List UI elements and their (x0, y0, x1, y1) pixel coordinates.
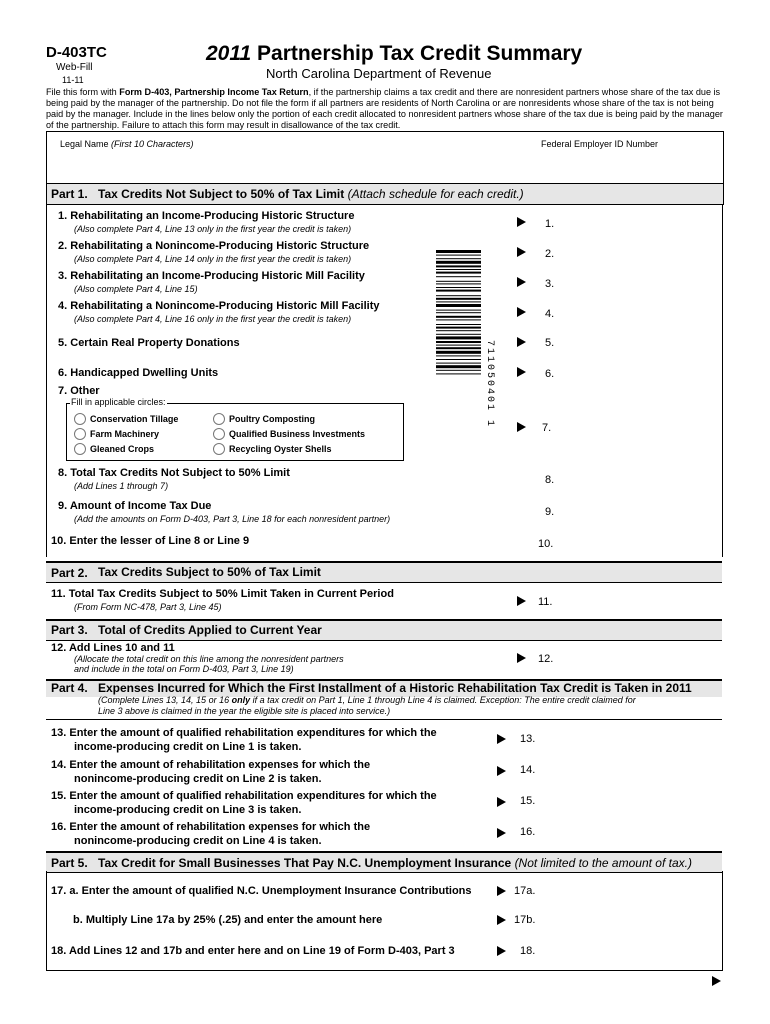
line10-box: 10. (538, 538, 554, 550)
barcode-bar (436, 261, 481, 264)
barcode-bar (436, 298, 481, 300)
legal-name-hint: (First 10 Characters) (111, 139, 194, 149)
arrow-icon (517, 277, 526, 287)
line14-text1: Enter the amount of rehabilitation expenses for which the (69, 759, 371, 771)
line11-num: 11. (51, 588, 66, 600)
line15-text1: Enter the amount of qualified rehabilitation expenditures for which the (69, 790, 437, 802)
title-text: Partnership Tax Credit Summary (251, 42, 583, 65)
farm-machinery-label: Farm Machinery (90, 429, 160, 439)
arrow-icon (497, 734, 506, 744)
line11-box: 11. (538, 596, 553, 608)
line14-input[interactable] (540, 758, 715, 780)
conservation-tillage-radio[interactable] (74, 413, 86, 425)
arrow-icon (517, 422, 526, 432)
line6-box: 6. (545, 368, 555, 380)
barcode-bar (436, 312, 481, 313)
intro-form-ref: Form D-403, Partnership Income Tax Return (119, 87, 309, 97)
bottom-rule (46, 970, 723, 971)
line17a-text: a. Enter the amount of qualified N.C. Unemployment Insurance Contributions (69, 885, 472, 897)
gleaned-crops-label: Gleaned Crops (90, 444, 155, 454)
barcode-bar (436, 351, 481, 354)
line7-input[interactable] (560, 416, 715, 438)
line4-text: Rehabilitating a Nonincome-Producing Historic Mill Facility (70, 300, 380, 312)
barcode-bar (436, 345, 481, 346)
line2-num: 2. (58, 240, 68, 252)
recycling-oyster-radio[interactable] (213, 443, 225, 455)
line12-box: 12. (538, 653, 554, 665)
qualified-business-label: Qualified Business Investments (229, 429, 366, 439)
arrow-icon (517, 367, 526, 377)
line18-label (51, 945, 455, 957)
right-rule (722, 871, 723, 970)
line9-sub: (Add the amounts on Form D-403, Part 3, Line 18 for each nonresident partner) (74, 514, 391, 524)
arrow-icon (517, 337, 526, 347)
arrow-icon (517, 217, 526, 227)
line3-label (58, 270, 365, 282)
barcode-bar (436, 301, 481, 302)
line15-label (51, 789, 437, 817)
part1-hint: (Attach schedule for each credit.) (347, 187, 524, 201)
barcode-bar (436, 330, 481, 331)
fill-circles-label: Fill in applicable circles: (71, 397, 166, 407)
line9-box: 9. (545, 506, 555, 518)
line13-input[interactable] (540, 726, 715, 748)
line11-input[interactable] (560, 590, 715, 612)
line2-input[interactable] (560, 242, 715, 264)
line10-text: Enter the lesser of Line 8 or Line 9 (69, 535, 250, 547)
line13-text1: Enter the amount of qualified rehabilitation expenditures for which the (69, 727, 437, 739)
line2-sub: (Also complete Part 4, Line 14 only in the first year the credit is taken) (74, 254, 352, 264)
line6-text: Handicapped Dwelling Units (70, 367, 219, 379)
barcode-bar (436, 363, 481, 364)
part5-hint: (Not limited to the amount of tax.) (514, 856, 692, 870)
line3-text: Rehabilitating an Income-Producing Historic Mill Facility (70, 270, 365, 282)
line12-input[interactable] (560, 647, 715, 669)
line5-box: 5. (545, 337, 555, 349)
part1-title-wrap (98, 187, 524, 201)
line11-text: Total Tax Credits Subject to 50% Limit Taken in Current Period (68, 588, 394, 600)
line13-box: 13. (520, 733, 536, 745)
barcode-bar (436, 341, 481, 343)
part5-label: Part 5. (51, 856, 88, 870)
line14-box: 14. (520, 764, 536, 776)
department: North Carolina Department of Revenue (266, 66, 492, 81)
barcode-bar (436, 310, 481, 311)
poultry-composting-label: Poultry Composting (229, 414, 315, 424)
line1-label (58, 210, 354, 222)
part3-label: Part 3. (51, 623, 88, 637)
line12-sub1: (Allocate the total credit on this line among the nonresident partners (74, 654, 344, 664)
line17a-box: 17a. (514, 885, 536, 897)
arrow-icon (517, 596, 526, 606)
legal-name-label (60, 139, 194, 149)
barcode (436, 250, 481, 500)
form-id: D-403TC (46, 44, 107, 61)
barcode-bar (436, 365, 481, 368)
line5-text: Certain Real Property Donations (70, 337, 240, 349)
line15-input[interactable] (540, 789, 715, 811)
line3-sub: (Also complete Part 4, Line 15) (74, 284, 198, 294)
farm-machinery-radio[interactable] (74, 428, 86, 440)
line3-box: 3. (545, 278, 555, 290)
line13-label (51, 726, 437, 754)
legal-name-input[interactable] (50, 153, 520, 181)
line4-num: 4. (58, 300, 68, 312)
line17-num: 17. (51, 885, 67, 897)
line17b-input[interactable] (540, 908, 715, 930)
part4-note1a: (Complete Lines 13, 14, 15 or 16 (98, 695, 232, 705)
next-page-arrow-icon (712, 976, 721, 986)
arrow-icon (497, 886, 506, 896)
line12-text: Add Lines 10 and 11 (68, 642, 175, 654)
gleaned-crops-radio[interactable] (74, 443, 86, 455)
part5-title-wrap (98, 856, 692, 870)
barcode-bar (436, 265, 481, 267)
fein-label: Federal Employer ID Number (541, 139, 659, 149)
line6-input[interactable] (560, 362, 715, 384)
recycling-oyster-label: Recycling Oyster Shells (229, 444, 332, 454)
part4-note1c: if a tax credit on Part 1, Line 1 through Line 4 is claimed. Exception: The entire credit claimed for (250, 695, 636, 705)
right-rule (722, 204, 723, 557)
line7-num: 7. (58, 385, 68, 397)
arrow-icon (497, 828, 506, 838)
line17b-label: b. Multiply Line 17a by 25% (.25) and enter the amount here (73, 914, 383, 926)
barcode-bar (436, 347, 481, 349)
barcode-bar (436, 255, 481, 256)
line6-label (58, 367, 218, 379)
barcode-bar (436, 287, 481, 288)
arrow-icon (497, 915, 506, 925)
line16-box: 16. (520, 826, 536, 838)
line2-box: 2. (545, 248, 555, 260)
line8-num: 8. (58, 467, 68, 479)
line9-num: 9. (58, 500, 68, 512)
line15-box: 15. (520, 795, 536, 807)
line2-text: Rehabilitating a Nonincome-Producing Historic Structure (70, 240, 370, 252)
line13-num: 13. (51, 727, 67, 739)
line18-text: Add Lines 12 and 17b and enter here and on Line 19 of Form D-403, Part 3 (68, 945, 455, 957)
barcode-bar (436, 336, 481, 339)
barcode-bar (436, 316, 481, 318)
line5-num: 5. (58, 337, 68, 349)
part4-label: Part 4. (51, 681, 88, 695)
arrow-icon (497, 797, 506, 807)
form-version: Web-Fill (56, 62, 93, 73)
line3-num: 3. (58, 270, 68, 282)
barcode-bar (436, 324, 481, 325)
arrow-icon (517, 653, 526, 663)
arrow-icon (517, 307, 526, 317)
line7-box: 7. (542, 422, 552, 434)
intro-part2: , if the partnership claims a tax credit and there are nonresident partners whose share of the tax due is being paid by the manager of the partnership. Do not file the form if all partners are residents of North Carolina or are nonresidents whose share of the tax is not being paid by the manager. Include in the lines below only the portion of each credit allocated to nonresident partners whose share of the tax due is being paid by the manager of the partnership. Failure to attach this form may result in disallowance of the tax credit. (46, 87, 723, 130)
page-title (206, 42, 582, 66)
line9-input[interactable] (560, 500, 715, 522)
line17a-label (51, 885, 472, 897)
form-date: 11-11 (62, 75, 84, 85)
line4-sub: (Also complete Part 4, Line 16 only in the first year the credit is taken) (74, 314, 352, 324)
line17b-box: 17b. (514, 914, 536, 926)
line1-num: 1. (58, 210, 68, 222)
line8-box: 8. (545, 474, 555, 486)
part2-title: Tax Credits Subject to 50% of Tax Limit (98, 565, 321, 579)
line16-label (51, 820, 370, 848)
line4-label (58, 300, 380, 312)
line15-num: 15. (51, 790, 67, 802)
line16-input[interactable] (540, 820, 715, 842)
barcode-bar (436, 327, 481, 329)
line13-text2: income-producing credit on Line 1 is taken. (74, 741, 302, 753)
line10-label (51, 535, 249, 547)
intro-text (46, 87, 726, 131)
barcode-bar (436, 272, 481, 274)
line16-num: 16. (51, 821, 67, 833)
line5-label (58, 337, 240, 349)
poultry-composting-radio[interactable] (213, 413, 225, 425)
line7-text: Other (70, 385, 100, 397)
line10-input[interactable] (560, 532, 715, 554)
line14-text2: nonincome-producing credit on Line 2 is taken. (74, 773, 322, 785)
qualified-business-radio[interactable] (213, 428, 225, 440)
line15-text2: income-producing credit on Line 3 is taken. (74, 804, 302, 816)
line3-input[interactable] (560, 272, 715, 294)
line11-sub: (From Form NC-478, Part 3, Line 45) (74, 602, 222, 612)
line16-text1: Enter the amount of rehabilitation expenses for which the (69, 821, 371, 833)
legal-name-text: Legal Name (60, 139, 112, 149)
arrow-icon (497, 946, 506, 956)
conservation-tillage-label: Conservation Tillage (90, 414, 179, 424)
title-year: 2011 (206, 42, 252, 65)
line4-input[interactable] (560, 302, 715, 324)
part1-title: Tax Credits Not Subject to 50% of Tax Limit (98, 187, 348, 201)
intro-part1: File this form with (46, 87, 120, 97)
line9-text: Amount of Income Tax Due (69, 500, 212, 512)
barcode-bar (436, 283, 481, 284)
line1-text: Rehabilitating an Income-Producing Historic Structure (70, 210, 355, 222)
line18-num: 18. (51, 945, 67, 957)
line4-box: 4. (545, 308, 555, 320)
part4-note1 (98, 695, 636, 705)
barcode-bar (436, 355, 481, 356)
line8-input[interactable] (560, 468, 715, 490)
line10-num: 10. (51, 535, 67, 547)
barcode-bar (436, 373, 481, 374)
arrow-icon (517, 247, 526, 257)
barcode-bar (436, 258, 481, 259)
barcode-bar (436, 276, 481, 277)
line9-label (58, 500, 211, 512)
barcode-bar (436, 250, 481, 253)
line5-input[interactable] (560, 332, 715, 354)
barcode-bar (436, 269, 481, 270)
barcode-bar (436, 319, 481, 320)
line11-label (51, 588, 394, 600)
line16-text2: nonincome-producing credit on Line 4 is taken. (74, 835, 322, 847)
part4-rule (46, 719, 722, 720)
barcode-bar (436, 281, 481, 282)
fein-input[interactable] (530, 153, 716, 181)
line14-num: 14. (51, 759, 67, 771)
line1-sub: (Also complete Part 4, Line 13 only in the first year the credit is taken) (74, 224, 352, 234)
part1-label: Part 1. (51, 187, 88, 201)
line18-box: 18. (520, 945, 536, 957)
barcode-bar (436, 334, 481, 335)
barcode-bar (436, 295, 481, 296)
part3-title: Total of Credits Applied to Current Year (98, 623, 322, 637)
line8-sub: (Add Lines 1 through 7) (74, 481, 169, 491)
line8-label (58, 467, 290, 479)
arrow-icon (497, 766, 506, 776)
part4-note2: Line 3 above is claimed in the year the eligible site is placed into service.) (98, 706, 391, 716)
line2-label (58, 240, 369, 252)
barcode-number: 711050401 1 (484, 340, 495, 429)
line17a-input[interactable] (540, 879, 715, 901)
part4-note1-only: only (231, 695, 251, 705)
left-rule (46, 204, 47, 557)
part4-title: Expenses Incurred for Which the First Installment of a Historic Rehabilitation Tax Credit is Taken in 2011 (98, 681, 692, 695)
barcode-bar (436, 290, 481, 292)
line14-label (51, 758, 370, 786)
part5-title: Tax Credit for Small Businesses That Pay N.C. Unemployment Insurance (98, 856, 515, 870)
left-rule (46, 871, 47, 970)
line12-label (51, 642, 175, 654)
barcode-bar (436, 359, 481, 360)
line1-box: 1. (545, 218, 555, 230)
line1-input[interactable] (560, 212, 715, 234)
line8-text: Total Tax Credits Not Subject to 50% Limit (70, 467, 290, 479)
line12-num: 12. (51, 642, 67, 654)
line7-label (58, 385, 100, 397)
barcode-bar (436, 304, 481, 307)
barcode-bar (436, 370, 481, 371)
part2-label: Part 2. (51, 566, 88, 580)
line18-input[interactable] (540, 939, 715, 961)
line6-num: 6. (58, 367, 68, 379)
line12-sub2: and include in the total on Form D-403, Part 3, Line 19) (74, 664, 294, 674)
